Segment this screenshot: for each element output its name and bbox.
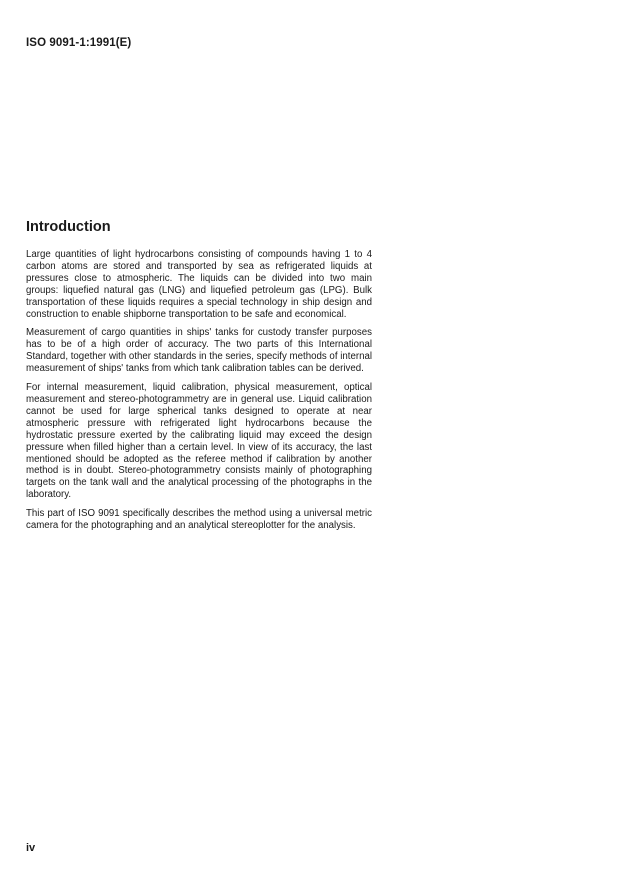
section-title: Introduction xyxy=(26,219,111,235)
paragraph-2: Measurement of cargo quantities in ships' tanks for custody transfer purposes has to be of a high order of accuracy. The two parts of this International Standard, together with other standards in the series, specify methods of internal measurement of ships' tanks from which tank calibration tables can be derived. xyxy=(26,327,372,375)
paragraph-4: This part of ISO 9091 specifically describes the method using a universal metric camera for the photographing and an analytical stereoplotter for the analysis. xyxy=(26,508,372,532)
document-header xyxy=(26,37,131,49)
document-id: ISO 9091-1:1991(E) xyxy=(26,37,132,49)
paragraph-3: For internal measurement, liquid calibration, physical measurement, optical measurement and stereo-photogrammetry are in general use. Liquid calibration cannot be used for large spherical tanks designed to operate at near atmospheric pressure with refrigerated light hydrocarbons because the hydrostatic pressure exerted by the calibrating liquid may exceed the design pressure when filled higher than a certain level. In view of its accuracy, the last mentioned should be adopted as the referee method if calibration by another method is in doubt. Stereo-photogrammetry consists mainly of photographing targets on the tank wall and the analytical processing of the photographs in the laboratory. xyxy=(26,382,372,501)
paragraph-1: Large quantities of light hydrocarbons consisting of compounds having 1 to 4 carbon atoms are stored and transported by sea as refrigerated liquids at pressures close to atmospheric. The liquids can be divided into two main groups: liquefied natural gas (LNG) and liquefied petroleum gas (LPG). Bulk transportation of these liquids requires a special technology in ship design and construction to enable shipborne transportation to be safe and economical. xyxy=(26,249,372,320)
introduction-body xyxy=(26,249,372,539)
page-number: iv xyxy=(26,842,36,854)
